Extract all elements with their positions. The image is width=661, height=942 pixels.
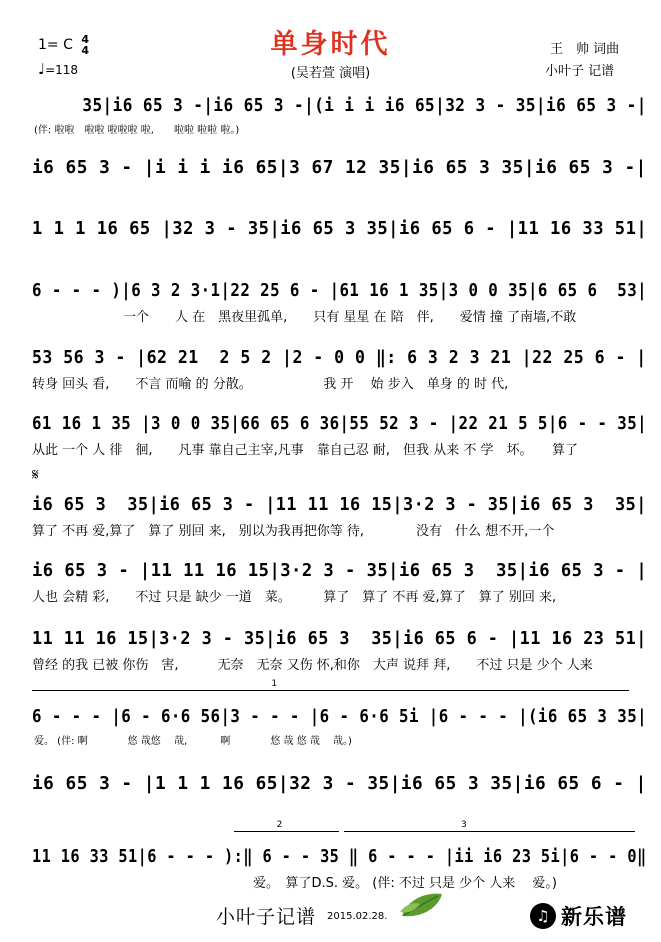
notation-row: 6 - - - |6 - 6·6 56|3 - - - |6 - 6·6 5i |6 - - - |(i6 65 3 35|: [32, 706, 648, 727]
lyrics-row: (伴: 啦啦 啦啦 啦啦啦 啦, 啦啦 啦啦 啦。): [34, 125, 240, 136]
lyrics-row: 爱。 算了D.S. 爱。 (伴: 不过 只是 少个 人来 爱。): [32, 876, 557, 891]
tempo-marking: [38, 60, 78, 78]
notation-row: i6 65 3 - |1 1 1 16 65|32 3 - 35|i6 65 3 35|i6 65 6 - |: [32, 773, 647, 794]
volta-bracket-1: [32, 679, 629, 691]
volta-number: 3: [461, 820, 467, 830]
notation-row: i6 65 3 - |i i i i6 65|3 67 12 35|i6 65 3 35|i6 65 3 -|: [32, 157, 647, 178]
notation-row: 35|i6 65 3 -|i6 65 3 -|(i i i i6 65|32 3 - 35|i6 65 3 -|: [32, 95, 647, 116]
footer-signature: 小叶子记谱: [216, 906, 317, 928]
lyrics-row: 爱。 (伴: 啊 悠 哉悠 哉, 啊 悠 哉 悠 哉 哉。): [34, 736, 352, 747]
song-title: 单身时代: [270, 29, 391, 60]
notation-row: i6 65 3 35|i6 65 3 - |11 11 16 15|3·2 3 - 35|i6 65 3 35|: [32, 494, 647, 515]
brand-name: 新乐谱: [561, 905, 627, 929]
volta-number: 2: [276, 820, 283, 830]
leaf-icon: [398, 890, 444, 920]
brand-logo: [530, 901, 627, 931]
key-signature: [38, 34, 89, 56]
volta-number: 1: [271, 679, 278, 689]
lyrics-row: 转身 回头 看, 不言 而喻 的 分散。 我 开 始 步入 单身 的 时 代,: [32, 377, 509, 392]
volta-bracket-2: [234, 820, 339, 832]
footer-date: 2015.02.28.: [327, 911, 388, 922]
transcriber: 小叶子 记谱: [545, 64, 615, 79]
segno-sign: 𝄋: [32, 465, 39, 484]
time-bottom: 4: [81, 44, 89, 57]
lyricist-composer: 王 帅 词曲: [550, 42, 620, 57]
notation-row: 61 16 1 35 |3 0 0 35|66 65 6 36|55 52 3 - |22 21 5 5|6 - - 35|: [32, 413, 648, 434]
music-note-icon: ♫: [530, 903, 556, 929]
singer-credit: (吴若萱 演唱): [290, 66, 371, 81]
notation-row: 1 1 1 16 65 |32 3 - 35|i6 65 3 35|i6 65 6 - |11 16 33 51|: [32, 218, 648, 239]
lyrics-row: 算了 不再 爱,算了 算了 别回 来, 别以为我再把你等 待, 没有 什么 想不开,一个: [32, 524, 555, 539]
lyrics-row: 人也 会精 彩, 不过 只是 缺少 一道 菜。 算了 算了 不再 爱,算了 算了 别回 来,: [32, 590, 557, 605]
time-signature: [81, 34, 89, 56]
key-label: 1= C: [38, 37, 73, 53]
notation-row: i6 65 3 - |11 11 16 15|3·2 3 - 35|i6 65 3 35|i6 65 3 - |: [32, 560, 648, 581]
notation-row: 11 16 33 51|6 - - - ):‖ 6 - - 35 ‖ 6 - - - |ii i6 23 5i|6 - - 0‖: [32, 846, 647, 867]
notation-row: 53 56 3 - |62 21 2 5 2 |2 - 0 0 ‖: 6 3 2 3 21 |22 25 6 - |: [32, 347, 647, 368]
notation-row: 11 11 16 15|3·2 3 - 35|i6 65 3 35|i6 65 6 - |11 16 23 51|: [32, 628, 647, 649]
quarter-note-icon: ♩: [38, 60, 46, 78]
notation-row: 6 - - - )|6 3 2 3·1|22 25 6 - |61 16 1 35|3 0 0 35|6 65 6 53|: [32, 280, 648, 301]
tempo-value: =118: [45, 63, 79, 77]
volta-bracket-3: [344, 820, 635, 832]
lyrics-row: 曾经 的我 已被 你伤 害, 无奈 无奈 又伤 怀,和你 大声 说拜 拜, 不过 只是 少个 人来: [32, 658, 593, 673]
lyrics-row: 从此 一个 人 徘 徊, 凡事 靠自己主宰,凡事 靠自己忍 耐, 但我 从来 不 学 坏。 算了: [32, 443, 578, 458]
time-top: 4: [81, 33, 89, 46]
lyrics-row: 一个 人 在 黑夜里孤单, 只有 星星 在 陪 伴, 爱情 撞 了南墙,不敢: [32, 310, 577, 325]
